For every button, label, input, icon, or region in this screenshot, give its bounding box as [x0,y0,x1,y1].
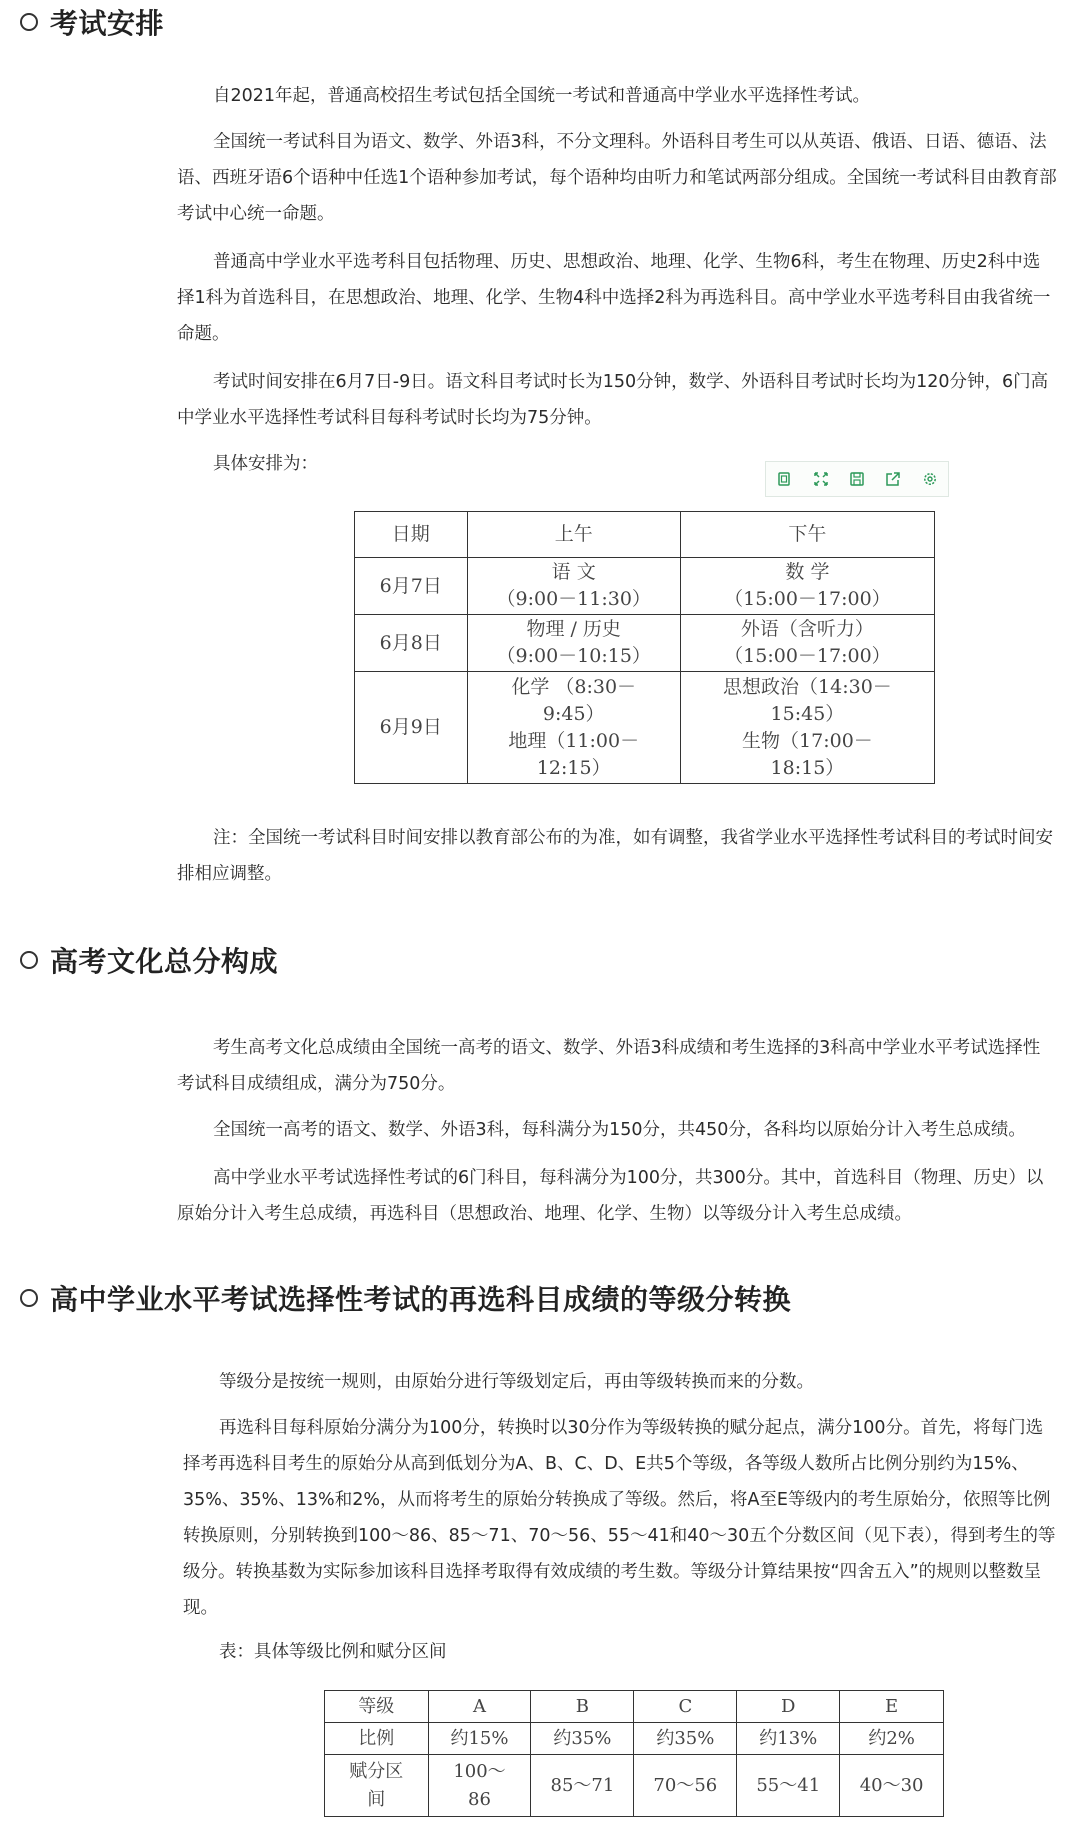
save-icon[interactable] [846,468,868,490]
table-header-cell: 日期 [355,512,468,558]
afternoon-cell [680,672,934,784]
heading-text: 考试安排 [50,7,165,40]
range-line: 86 [468,1788,491,1810]
subject-text: 外语（含听力） [740,618,874,640]
table-row [325,1691,944,1723]
grade-cell: D [737,1691,840,1723]
paragraph: 高中学业水平考试选择性考试的6门科目，每科满分为100分，共300分。其中，首选科目（物理、历史）以原始分计入考生总成绩，再选科目（思想政治、地理、化学、生物）以等级分计入考生总成绩。 [177,1168,1044,1224]
expand-icon[interactable] [810,468,832,490]
date-cell: 6月8日 [355,615,468,672]
grade-cell: B [531,1691,634,1723]
table-caption: 表：具体等级比例和赋分区间 [219,1642,447,1662]
table-header-cell: 上午 [467,512,680,558]
share-icon[interactable] [882,468,904,490]
time-text: 15:45） [770,702,845,725]
row-label-cell: 比例 [325,1723,429,1755]
table-row [325,1723,944,1755]
ratio-cell: 约2% [840,1723,944,1755]
note-paragraph: 注：全国统一考试科目时间安排以教育部公布的为准，如有调整，我省学业水平选择性考试科目的考试时间安排相应调整。 [177,828,1053,884]
grade-cell: A [428,1691,531,1723]
time-text: （9:00－10:15） [496,645,651,667]
afternoon-cell [680,558,934,615]
table-header-cell: 下午 [680,512,934,558]
time-text: 18:15） [770,756,845,779]
morning-cell [467,558,680,615]
paragraph: 考生高考文化总成绩由全国统一高考的语文、数学、外语3科成绩和考生选择的3科高中学业水平考试选择性考试科目成绩组成，满分为750分。 [177,1038,1041,1094]
exam-schedule-table [354,511,935,784]
circle-bullet-icon [20,13,38,31]
ratio-cell: 约13% [737,1723,840,1755]
copy-icon[interactable] [773,468,795,490]
circle-bullet-icon [20,1289,38,1307]
subject-text: 思想政治（14:30－ [723,675,892,698]
label-line: 间 [367,1788,386,1810]
afternoon-cell [680,615,934,672]
morning-cell [467,615,680,672]
table-toolbar [765,461,949,497]
subject-text: 物理 / 历史 [526,618,621,640]
grade-ratio-table [324,1690,944,1817]
heading-text: 高考文化总分构成 [50,945,279,978]
table-row [355,615,935,672]
label-line: 赋分区 [349,1760,404,1782]
subject-text: 数 学 [785,561,830,583]
range-cell [428,1755,531,1817]
time-text: 12:15） [536,756,611,779]
time-text: （15:00－17:00） [724,588,891,610]
time-text: （9:00－11:30） [496,588,651,610]
subject-text: 语 文 [551,561,596,583]
settings-icon[interactable] [919,468,941,490]
grade-cell: C [634,1691,737,1723]
table-row [325,1755,944,1817]
row-label-cell [325,1755,429,1817]
paragraph: 自2021年起，普通高校招生考试包括全国统一考试和普通高中学业水平选择性考试。 [213,86,871,106]
row-label-cell: 等级 [325,1691,429,1723]
time-text: 9:45） [542,702,605,725]
circle-bullet-icon [20,951,38,969]
paragraph: 再选科目每科原始分满分为100分，转换时以30分作为等级转换的赋分起点，满分100分。首先，将每门选择考再选科目考生的原始分从高到低划分为A、B、C、D、E共5个等级，各等级人数所占比例分别约为15%、35%、35%、13%和2%，从而将考生的原始分转换成了等级。然后，将A至E等级内的考生原始分，依照等比例转换原则，分别转换到100～86、85～71、70～56、55～41和40～30五个分数区间（见下表），得到考生的等级分。转换基数为实际参加该科目选择考取得有效成绩的考生数。等级分计算结果按“四舍五入”的规则以整数呈现。 [183,1418,1056,1618]
section-heading-grade-conversion [20,1278,791,1318]
section-heading-exam-arrangement [20,2,164,42]
ratio-cell: 约15% [428,1723,531,1755]
time-text: （15:00－17:00） [724,645,891,667]
paragraph: 全国统一考试科目为语文、数学、外语3科，不分文理科。外语科目考生可以从英语、俄语、日语、德语、法语、西班牙语6个语种中任选1个语种参加考试，每个语种均由听力和笔试两部分组成。全国统一考试科目由教育部考试中心统一命题。 [177,132,1057,224]
ratio-cell: 约35% [634,1723,737,1755]
grade-cell: E [840,1691,944,1723]
paragraph: 全国统一高考的语文、数学、外语3科，每科满分为150分，共450分，各科均以原始分计入考生总成绩。 [213,1120,1026,1140]
paragraph: 等级分是按统一规则，由原始分进行等级划定后，再由等级转换而来的分数。 [219,1372,814,1392]
paragraph-lead: 具体安排为： [213,454,318,474]
table-row [355,558,935,615]
heading-text: 高中学业水平考试选择性考试的再选科目成绩的等级分转换 [50,1283,792,1316]
ratio-cell: 约35% [531,1723,634,1755]
date-cell: 6月7日 [355,558,468,615]
subject-text: 生物（17:00－ [742,729,873,752]
range-cell: 55～41 [737,1755,840,1817]
paragraph: 普通高中学业水平选考科目包括物理、历史、思想政治、地理、化学、生物6科，考生在物理、历史2科中选择1科为首选科目，在思想政治、地理、化学、生物4科中选择2科为再选科目。高中学业水平选考科目由我省统一命题。 [177,252,1051,344]
morning-cell [467,672,680,784]
table-header-row [355,512,935,558]
range-cell: 70～56 [634,1755,737,1817]
subject-text: 化学 （8:30－ [511,675,637,698]
range-cell: 40～30 [840,1755,944,1817]
date-cell: 6月9日 [355,672,468,784]
section-heading-score-composition [20,940,278,980]
paragraph: 考试时间安排在6月7日-9日。语文科目考试时长为150分钟，数学、外语科目考试时长均为120分钟，6门高中学业水平选择性考试科目每科考试时长均为75分钟。 [177,372,1049,428]
table-row [355,672,935,784]
range-line: 100～ [453,1760,506,1782]
range-cell: 85～71 [531,1755,634,1817]
subject-text: 地理（11:00－ [508,729,640,752]
